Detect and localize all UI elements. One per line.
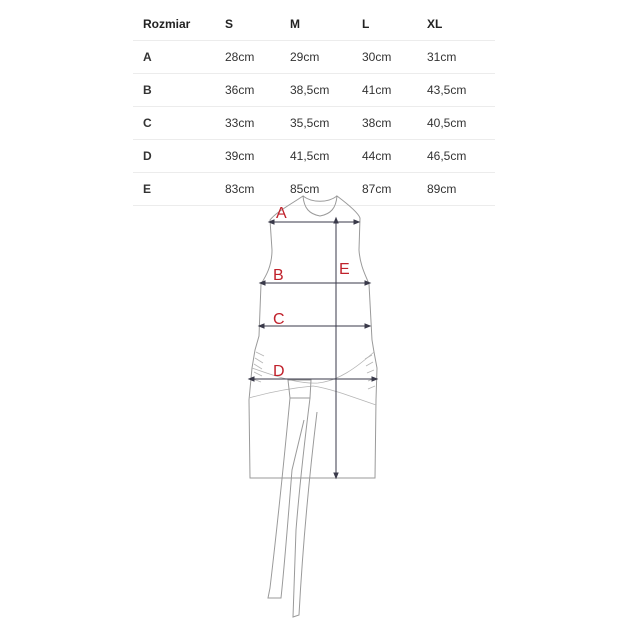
cell-e-s: 83cm [215,173,280,206]
row-label-e: E [133,173,215,206]
cell-b-s: 36cm [215,74,280,107]
belt-sash-right [293,398,317,617]
cell-d-l: 44cm [352,140,417,173]
gathers-right [365,355,375,389]
label-b: B [273,267,284,284]
cell-a-m: 29cm [280,41,352,74]
cell-a-l: 30cm [352,41,417,74]
cell-d-s: 39cm [215,140,280,173]
cell-c-xl: 40,5cm [417,107,495,140]
belt-band [252,352,374,383]
row-label-d: D [133,140,215,173]
cell-e-m: 85cm [280,173,352,206]
gathers-left [253,352,264,382]
dress-outline [249,196,377,478]
cell-d-xl: 46,5cm [417,140,495,173]
cell-a-s: 28cm [215,41,280,74]
cell-c-l: 38cm [352,107,417,140]
label-c: C [273,311,285,328]
label-a: A [276,205,287,222]
cell-e-xl: 89cm [417,173,495,206]
label-e: E [339,261,350,278]
measure-arrowheads [249,218,377,478]
row-label-b: B [133,74,215,107]
label-d: D [273,363,285,380]
row-label-c: C [133,107,215,140]
row-label-a: A [133,41,215,74]
cell-c-m: 35,5cm [280,107,352,140]
header-size-l: L [352,8,417,41]
header-rozmiar: Rozmiar [133,8,215,41]
cell-b-xl: 43,5cm [417,74,495,107]
cell-d-m: 41,5cm [280,140,352,173]
cell-b-m: 38,5cm [280,74,352,107]
header-size-xl: XL [417,8,495,41]
cell-b-l: 41cm [352,74,417,107]
cell-e-l: 87cm [352,173,417,206]
header-size-s: S [215,8,280,41]
cell-a-xl: 31cm [417,41,495,74]
cell-c-s: 33cm [215,107,280,140]
dress-collar [303,196,337,201]
header-size-m: M [280,8,352,41]
belt-band-lower [249,386,376,405]
